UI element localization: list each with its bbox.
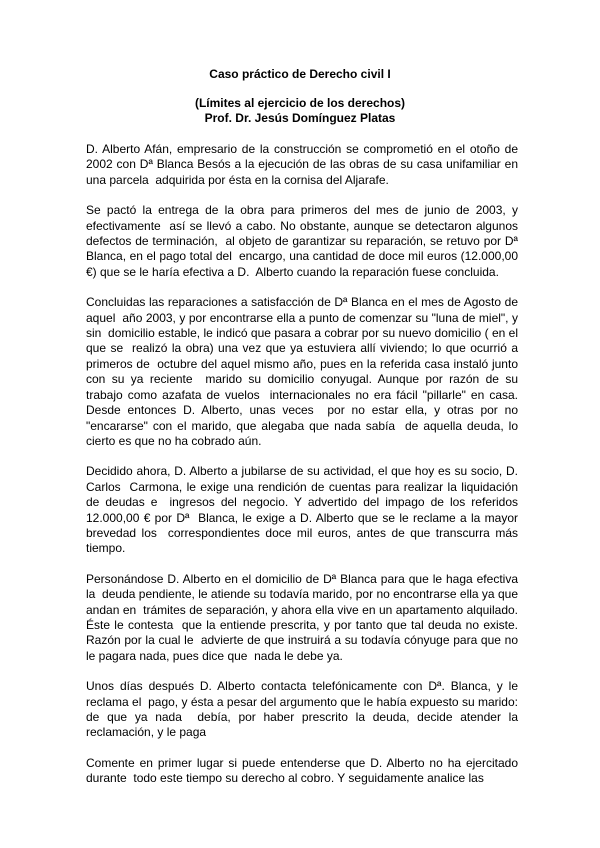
- paragraph-2: Se pactó la entrega de la obra para primeros del mes de junio de 2003, y efectivamente así se llevó a cabo. No obstante, aunque se detectaron algunos defectos de terminación, al objeto de garantizar su reparación, se retuvo por Dª Blanca, en el pago total del encargo, una cantidad de doce mil euros (12.000,00 €) que se le haría efectiva a D. Alberto cuando la reparación fuese concluida.: [86, 203, 522, 279]
- paragraph-5: Personándose D. Alberto en el domicilio de Dª Blanca para que le haga efectiva la deuda pendiente, le atiende su todavía marido, por no encontrarse ella ya que andan en trámites de separación, y ahora ella vive en un apartamento alquilado. Éste le contesta que la entiende prescrita, y por tanto que tal deuda no existe. Razón por la cual le advierte de que instruirá a su todavía cónyuge para que no le pagara nada, pues dice que nada le debe ya.: [86, 571, 522, 663]
- paragraph-1: D. Alberto Afán, empresario de la construcción se comprometió en el otoño de 2002 con Dª Blanca Besós a la ejecución de las obras de su casa unifamiliar en una parcela adquirida por ésta en la cornisa del Aljarafe.: [86, 142, 522, 187]
- document-body: [86, 142, 522, 802]
- paragraph-4: Decidido ahora, D. Alberto a jubilarse de su actividad, el que hoy es su socio, D. Carlos Carmona, le exige una rendición de cuentas para realizar la liquidación de deudas e ingresos del negocio. Y advertido del impago de los referidos 12.000,00 € por Dª Blanca, le exige a D. Alberto que se le reclame a la mayor brevedad los correspondientes doce mil euros, antes de que transcurra más tiempo.: [86, 464, 522, 556]
- paragraph-3: Concluidas las reparaciones a satisfacción de Dª Blanca en el mes de Agosto de aquel año 2003, y por encontrarse ella a punto de comenzar su "luna de miel", y sin domicilio estable, le indicó que pasara a cobrar por su nuevo domicilio ( en el que se realizó la obra) una vez que ya estuviera allí viviendo; lo que ocurrió a primeros de octubre del aquel mismo año, pues en la referida casa instaló junto con su ya reciente marido su domicilio conyugal. Aunque por razón de su trabajo como azafata de vuelos internacionales no era fácil "pillarle" en casa. Desde entonces D. Alberto, unas veces por no estar ella, y otras por no "encararse" con el marido, que alegaba que nada sabía de aquella deuda, lo cierto es que no ha cobrado aún.: [86, 295, 522, 448]
- paragraph-7: Comente en primer lugar si puede entenderse que D. Alberto no ha ejercitado durante todo este tiempo su derecho al cobro. Y seguidamente analice las: [86, 755, 522, 786]
- document-subtitle: (Límites al ejercicio de los derechos): [194, 96, 406, 110]
- document-author: Prof. Dr. Jesús Domínguez Platas: [204, 111, 396, 125]
- document-title: Caso práctico de Derecho civil I: [209, 67, 391, 81]
- paragraph-6: Unos días después D. Alberto contacta telefónicamente con Dª. Blanca, y le reclama el pago, y ésta a pesar del argumento que le había expuesto su marido: de que ya nada debía, por haber prescrito la deuda, decide atender la reclamación, y le paga: [86, 679, 522, 740]
